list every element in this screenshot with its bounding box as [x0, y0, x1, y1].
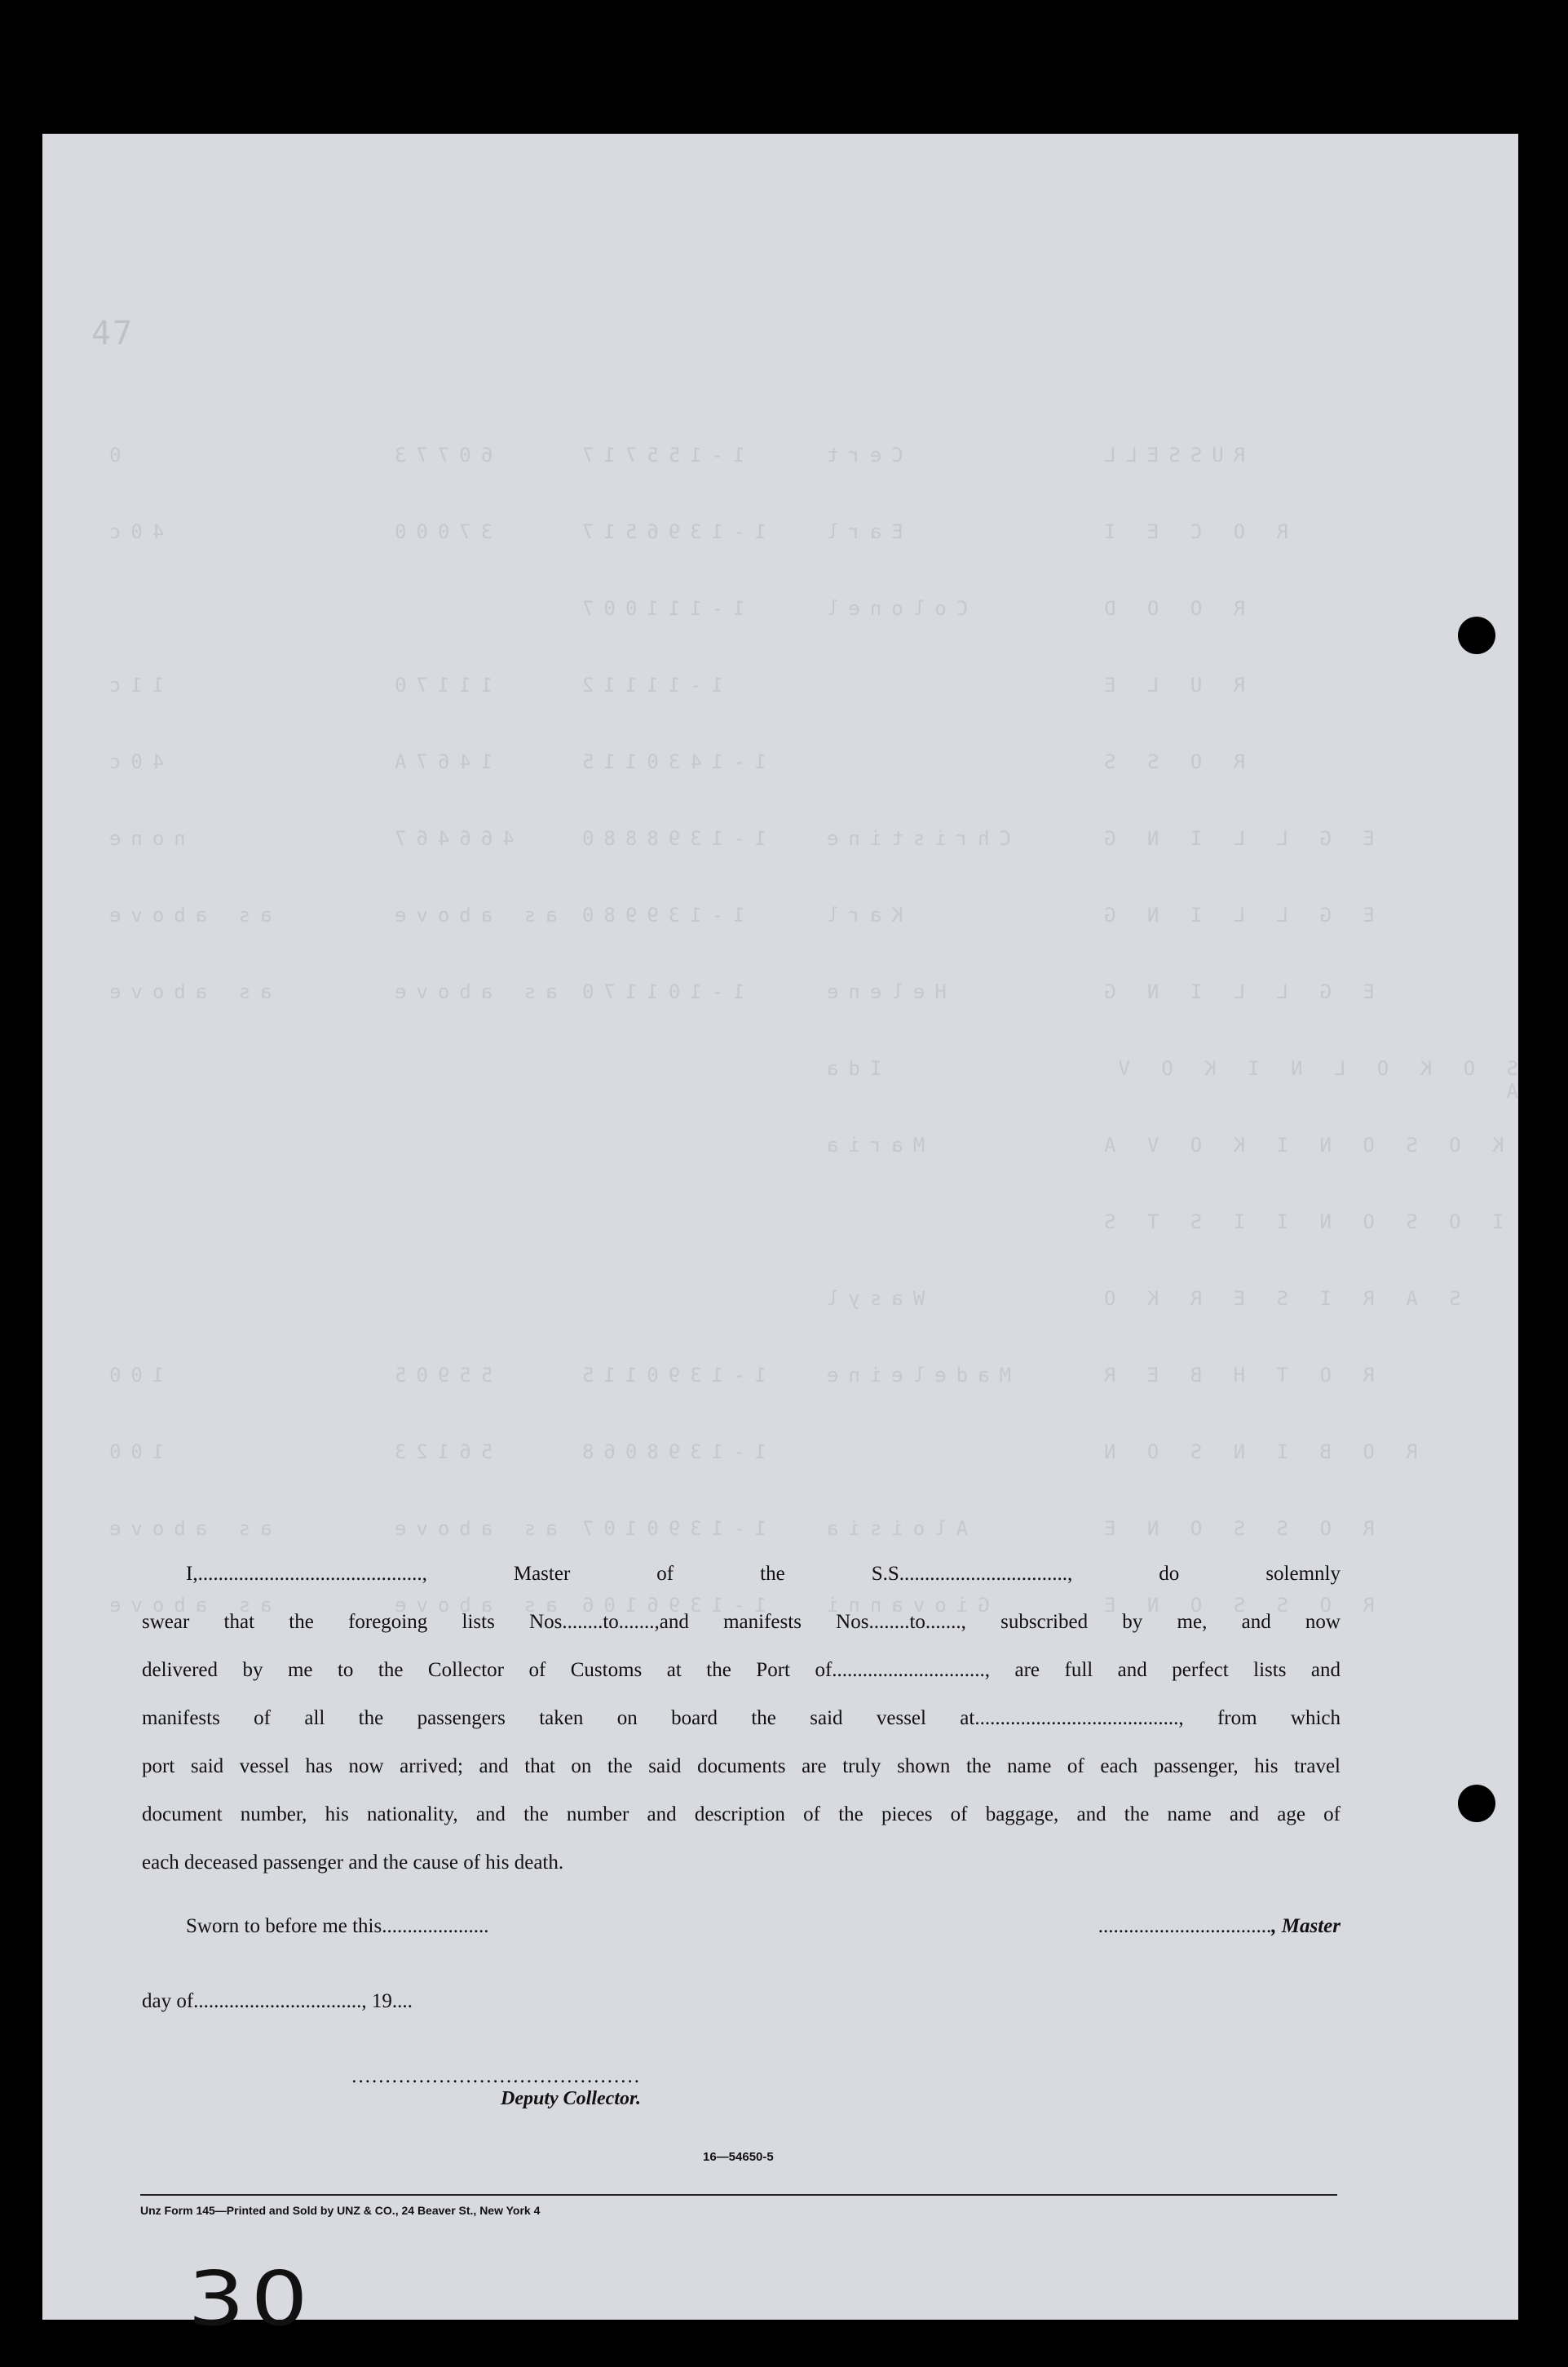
faint-row-age: none [99, 827, 186, 850]
faint-row-no: 37000 [385, 520, 493, 543]
faint-row-surname: R O S S [1094, 750, 1246, 773]
faint-row-doc: 1-1390107 [572, 1517, 767, 1540]
faint-row-surname: E G L L I N G [1094, 827, 1375, 850]
punch-hole [1458, 1785, 1495, 1822]
faint-row-no: 11170 [385, 674, 493, 697]
faint-row-doc: 1-1430115 [572, 750, 767, 773]
oath-paragraph [142, 1550, 1341, 1887]
faint-row-surname: R O S S O N E [1094, 1594, 1375, 1617]
faint-row-doc: 1-1396517 [572, 520, 767, 543]
faint-row-surname: R U L E [1094, 674, 1246, 697]
printer-imprint: Unz Form 145—Printed and Sold by UNZ & CO., 24 Beaver St., New York 4 [140, 2204, 541, 2217]
faint-row-given: Giovanni [817, 1594, 990, 1617]
master-signature: .................................., Master [1098, 1915, 1341, 1937]
faint-row-age: as above [99, 1594, 272, 1617]
oath-line-2: swear that the foregoing lists Nos........to.......,and manifests Nos........to......., subscribed by me, and now [142, 1611, 1341, 1633]
oath-line-4: manifests of all the passengers taken on board the said vessel at........................................, from which [142, 1707, 1341, 1729]
faint-row-no: 1467A [385, 750, 493, 773]
punch-hole [1458, 617, 1495, 654]
faint-row-surname: S O K O L N I K O V A [1108, 1057, 1518, 1103]
oath-line-3: delivered by me to the Collector of Customs at the Port of.............................., are full and perfect lists and [142, 1659, 1341, 1681]
oath-line-7: each deceased passenger and the cause of his death. [142, 1852, 564, 1874]
faint-row-surname: E G L L I N G [1094, 904, 1375, 927]
faint-row-doc: 1-11112 [572, 674, 724, 697]
faint-row-given: Aloisia [817, 1517, 969, 1540]
faint-row-no: as above [385, 904, 558, 927]
faint-row-surname: RUSSELL [1094, 444, 1246, 467]
faint-row-given: Wasyl [817, 1287, 925, 1310]
faint-row-given: Christine [817, 827, 1012, 850]
faint-row-surname: R O B I N S O N [1094, 1440, 1418, 1463]
faint-row-age: as above [99, 904, 272, 927]
faint-row-doc: 1-1396106 [572, 1594, 767, 1617]
faint-row-doc: 1-1398068 [572, 1440, 767, 1463]
faint-row-age: as above [99, 980, 272, 1003]
faint-row-given: Ida [817, 1057, 882, 1080]
faint-row-surname: R O O D [1094, 597, 1246, 620]
faint-row-no: as above [385, 980, 558, 1003]
faint-row-doc: 1-101170 [572, 980, 745, 1003]
faint-row-surname: S A R I S E R K O [1094, 1287, 1461, 1310]
faint-row-given: Helene [817, 980, 947, 1003]
faint-row-age: 0 [99, 444, 121, 467]
sworn-line [142, 1915, 1341, 1938]
faint-row-age: as above [99, 1517, 272, 1540]
oath-line-5: port said vessel has now arrived; and that on the said documents are truly shown the name of each passenger, his travel [142, 1755, 1341, 1777]
day-line: day of................................., 19.... [142, 1990, 413, 2012]
faint-row-given: Karl [817, 904, 903, 927]
faint-row-given: Maria [817, 1134, 925, 1157]
faint-row-surname: E G L L I N G [1094, 980, 1375, 1003]
faint-row-given: Earl [817, 520, 903, 543]
faint-row-surname: R O S S O N E [1094, 1517, 1375, 1540]
form-number: 16—54650-5 [703, 2150, 774, 2164]
oath-line-1: I,............................................, Master of the S.S................................., do solemnly [186, 1563, 1341, 1585]
handwritten-number: 30 [188, 2255, 314, 2343]
deputy-collector-signature: ........................................... Deputy Collector. [205, 2065, 641, 2110]
faint-row-surname: R O C E I [1094, 520, 1289, 543]
faint-row-no: as above [385, 1594, 558, 1617]
faint-row-age: 100 [99, 1364, 165, 1387]
faint-row-doc: 1-1390115 [572, 1364, 767, 1387]
deputy-collector-title: Deputy Collector. [501, 2088, 641, 2109]
page-number-stamp: 47 [91, 315, 135, 352]
faint-row-given: Colonel [817, 597, 969, 620]
faint-row-given: Cert [817, 444, 903, 467]
faint-row-surname: K O S O N I K O V A [1094, 1134, 1504, 1157]
faint-row-doc: 1-155717 [572, 444, 745, 467]
sworn-text: Sworn to before me this..................... [186, 1915, 489, 1937]
faint-row-doc: 1-1398880 [572, 827, 767, 850]
faint-row-age: 40c [99, 520, 165, 543]
faint-row-no: 60773 [385, 444, 493, 467]
faint-row-no: as above [385, 1517, 558, 1540]
faint-row-no: 55905 [385, 1364, 493, 1387]
faint-row-age: 100 [99, 1440, 165, 1463]
faint-row-surname: I O S O N I I S T S [1094, 1210, 1504, 1233]
divider [140, 2194, 1337, 2196]
faint-row-no: 56123 [385, 1440, 493, 1463]
faint-row-surname: R O T H B E R [1094, 1364, 1375, 1387]
oath-line-6: document number, his nationality, and the number and description of the pieces of baggage, and the name and age of [142, 1803, 1341, 1825]
faint-row-doc: 1-139980 [572, 904, 745, 927]
faint-row-no: 466467 [385, 827, 515, 850]
faint-row-age: 40c [99, 750, 165, 773]
faint-row-given: Madeleine [817, 1364, 1012, 1387]
faint-row-doc: 1-111007 [572, 597, 745, 620]
faint-row-age: 11c [99, 674, 165, 697]
